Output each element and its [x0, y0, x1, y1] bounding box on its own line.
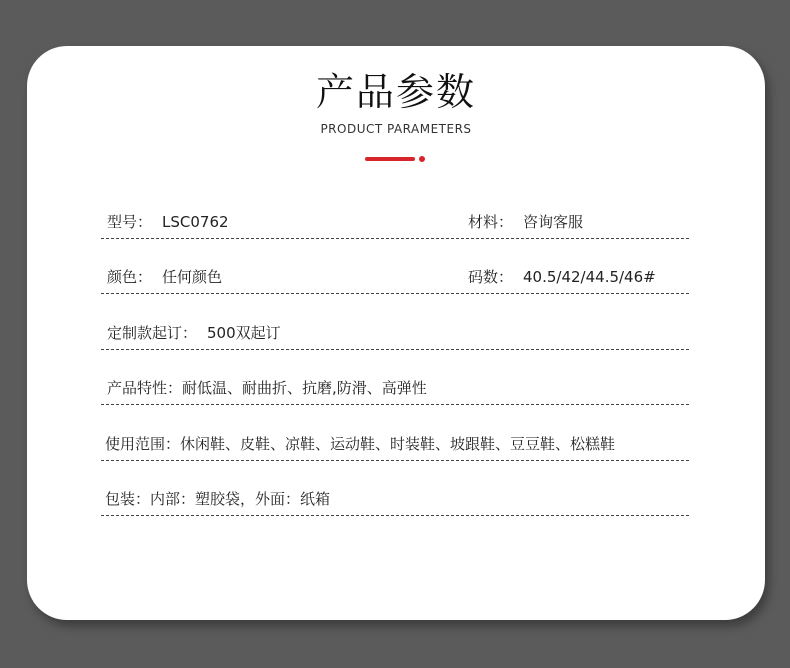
- param-moq-value: 500双起订: [207, 324, 281, 342]
- accent-bar: [365, 157, 415, 161]
- param-model: [107, 210, 229, 234]
- param-features: [107, 376, 427, 400]
- param-moq-label: 定制款起订：: [107, 324, 198, 342]
- title-accent-divider: [365, 156, 429, 162]
- param-material: [468, 210, 583, 234]
- param-features-label: 产品特性：: [107, 379, 183, 397]
- param-material-label: 材料：: [468, 213, 514, 231]
- param-model-label: 型号：: [107, 213, 153, 231]
- page-title: 产品参数: [315, 70, 476, 114]
- parameter-card: [27, 46, 765, 620]
- param-row-usage: [101, 430, 689, 461]
- param-row-features: [101, 374, 689, 405]
- param-packaging: [105, 487, 330, 511]
- param-row-moq: [101, 319, 689, 350]
- param-size-label: 码数：: [468, 268, 514, 286]
- param-row-packaging: [101, 485, 689, 516]
- param-usage-value: 休闲鞋、皮鞋、凉鞋、运动鞋、时装鞋、坡跟鞋、豆豆鞋、松糕鞋: [180, 435, 616, 453]
- param-size-value: 40.5/42/44.5/46#: [523, 268, 656, 286]
- param-row-model-material: [101, 208, 689, 239]
- param-color: [107, 265, 222, 289]
- param-row-color-size: [101, 263, 689, 294]
- param-model-value: LSC0762: [162, 213, 229, 231]
- param-packaging-label: 包装：: [105, 490, 151, 508]
- param-size: [468, 265, 656, 289]
- page-subtitle: PRODUCT PARAMETERS: [320, 122, 472, 136]
- param-color-label: 颜色：: [107, 268, 153, 286]
- param-usage-label: 使用范围：: [105, 435, 181, 453]
- param-color-value: 任何颜色: [162, 268, 223, 286]
- param-features-value: 耐低温、耐曲折、抗磨,防滑、高弹性: [182, 379, 427, 397]
- param-usage: [105, 432, 615, 456]
- param-packaging-value: 内部：塑胶袋，外面：纸箱: [150, 490, 331, 508]
- param-moq: [107, 321, 281, 345]
- param-material-value: 咨询客服: [523, 213, 584, 231]
- accent-dot: [419, 156, 425, 162]
